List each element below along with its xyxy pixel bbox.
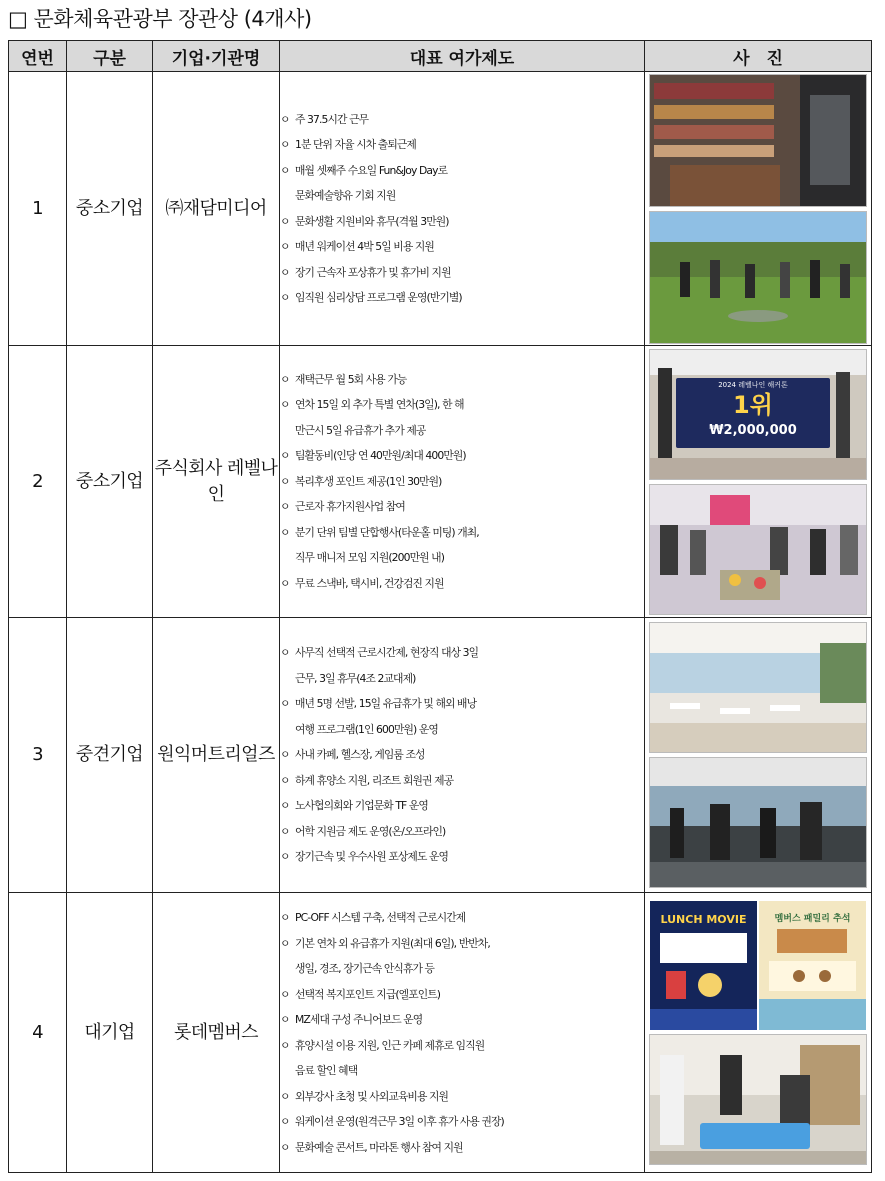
- photo-cell: [645, 893, 872, 1173]
- program-text: PC-OFF 시스템 구축, 선택적 근로시간제: [295, 911, 466, 924]
- bullet-marker: ㅇ: [280, 1115, 290, 1128]
- program-item: [280, 469, 644, 495]
- program-item: [280, 793, 644, 819]
- row-category: 중소기업: [67, 72, 153, 346]
- bullet-marker: ㅇ: [280, 773, 290, 787]
- program-item: [280, 158, 644, 209]
- bullet-marker: ㅇ: [280, 163, 290, 177]
- header-company: 기업·기관명: [153, 41, 280, 72]
- program-text: 워케이션 운영(원격근무 3일 이후 휴가 사용 권장): [295, 1115, 504, 1128]
- row-category: 대기업: [67, 893, 153, 1173]
- program-text: 임직원 심리상담 프로그램 운영(반기별): [295, 291, 462, 304]
- program-text: 문화생활 지원비와 휴무(격월 3만원): [295, 214, 449, 228]
- program-item: [280, 443, 644, 469]
- program-item: [280, 392, 644, 443]
- bullet-marker: ㅇ: [280, 449, 290, 463]
- photo-company-cafe: [649, 622, 867, 753]
- program-text-continued: 여행 프로그램(1인 600만원) 운영: [295, 722, 438, 736]
- bullet-marker: ㅇ: [280, 1013, 290, 1026]
- award-table: [8, 40, 872, 1173]
- photo-office-interior: [649, 74, 867, 207]
- program-item: [280, 132, 644, 158]
- program-item: [280, 742, 644, 768]
- program-item: [280, 494, 644, 520]
- header-programs: 대표 여가제도: [280, 41, 645, 72]
- bullet-marker: ㅇ: [280, 474, 290, 488]
- photo-air-hockey: [649, 1034, 867, 1165]
- program-text: 선택적 복지포인트 지급(엘포인트): [295, 987, 441, 1001]
- bullet-marker: ㅇ: [280, 291, 290, 304]
- program-item: [280, 367, 644, 393]
- program-item: [280, 571, 644, 597]
- program-text-continued: 문화예술향유 기회 지원: [295, 189, 396, 202]
- bullet-marker: ㅇ: [280, 824, 290, 838]
- bullet-marker: ㅇ: [280, 850, 290, 864]
- program-text: 문화예술 콘서트, 마라톤 행사 참여 지원: [295, 1140, 463, 1154]
- program-text-continued: 근무, 3일 휴무(4조 2교대제): [295, 671, 416, 685]
- bullet-marker: ㅇ: [280, 911, 290, 924]
- section-title: □ 문화체육관광부 장관상 (4개사): [8, 7, 312, 31]
- program-text: 사내 카페, 헬스장, 게임룸 조성: [295, 748, 425, 762]
- program-text: 장기근속 및 우수사원 포상제도 운영: [295, 850, 449, 864]
- poster-lunch-movie: [650, 901, 757, 1030]
- program-item: [280, 1135, 644, 1161]
- program-text: 휴양시설 이용 지원, 인근 카페 제휴로 임직원: [295, 1038, 485, 1052]
- program-text: 노사협의회와 기업문화 TF 운영: [295, 799, 428, 813]
- program-text: 장기 근속자 포상휴가 및 휴가비 지원: [295, 265, 451, 279]
- bullet-marker: ㅇ: [280, 1038, 290, 1052]
- bullet-marker: ㅇ: [280, 112, 290, 126]
- bullet-marker: ㅇ: [280, 1089, 290, 1103]
- header-row: [9, 41, 872, 72]
- program-text: 분기 단위 팀별 단합행사(타운홀 미팅) 개최,: [295, 525, 479, 539]
- bullet-marker: ㅇ: [280, 1140, 290, 1154]
- bullet-marker: ㅇ: [280, 500, 290, 514]
- row-company: 원익머트리얼즈: [153, 618, 280, 893]
- program-text: 어학 지원금 제도 운영(온/오프라인): [295, 824, 446, 838]
- bullet-marker: ㅇ: [280, 265, 290, 279]
- row-company: 롯데멤버스: [153, 893, 280, 1173]
- header-no: 연번: [9, 41, 67, 72]
- program-item: [280, 1109, 644, 1135]
- program-item: [280, 768, 644, 794]
- bullet-marker: ㅇ: [280, 240, 290, 253]
- row-company: 주식회사 레벨나인: [153, 346, 280, 618]
- program-text: 매월 셋째주 수요일 Fun&Joy Day로: [295, 163, 448, 177]
- bullet-marker: ㅇ: [280, 372, 290, 386]
- program-list: [280, 107, 644, 311]
- program-text-continued: 직무 매니저 모임 지원(200만원 내): [295, 551, 445, 565]
- bullet-marker: ㅇ: [280, 936, 290, 950]
- bullet-marker: ㅇ: [280, 799, 290, 813]
- row-company: ㈜재담미디어: [153, 72, 280, 346]
- program-item: [280, 1033, 644, 1084]
- program-text: MZ세대 구성 주니어보드 운영: [295, 1013, 423, 1026]
- poster-chuseok-title: 멤버스 패밀리 추석: [774, 913, 851, 924]
- bullet-marker: ㅇ: [280, 697, 290, 711]
- bullet-marker: ㅇ: [280, 987, 290, 1001]
- program-list: [280, 905, 644, 1160]
- table-row: [9, 618, 872, 893]
- photo-company-gym: [649, 757, 867, 888]
- program-text: 연차 15일 외 추가 특별 연차(3일), 한 해: [295, 398, 464, 412]
- program-item: [280, 931, 644, 982]
- program-text: 매년 워케이션 4박 5일 비용 지원: [295, 240, 434, 253]
- header-photo: 사 진: [645, 41, 872, 72]
- bullet-marker: ㅇ: [280, 576, 290, 590]
- program-text: 재택근무 월 5회 사용 가능: [295, 372, 407, 386]
- program-text: 하계 휴양소 지원, 리조트 회원권 제공: [295, 773, 454, 787]
- program-text: 외부강사 초청 및 사외교육비용 지원: [295, 1089, 449, 1103]
- program-item: [280, 982, 644, 1008]
- program-list-cell: [280, 618, 645, 893]
- program-text-continued: 만근시 5일 유급휴가 추가 제공: [295, 423, 426, 437]
- program-list: [280, 367, 644, 597]
- header-category: 구분: [67, 41, 153, 72]
- program-text: 팀활동비(인당 연 40만원/최대 400만원): [295, 449, 466, 463]
- bullet-marker: ㅇ: [280, 525, 290, 539]
- program-text: 기본 연차 외 유급휴가 지원(최대 6일), 반반차,: [295, 936, 490, 950]
- table-row: [9, 346, 872, 618]
- program-item: [280, 905, 644, 931]
- program-item: [280, 844, 644, 870]
- banner-prize: ₩2,000,000: [709, 422, 797, 438]
- program-text: 사무직 선택적 근로시간제, 현장직 대상 3일: [295, 646, 479, 660]
- photo-cell: [645, 346, 872, 618]
- program-item: [280, 260, 644, 286]
- program-item: [280, 107, 644, 133]
- poster-chuseok: [759, 901, 866, 1030]
- program-item: [280, 209, 644, 235]
- program-item: [280, 640, 644, 691]
- program-text: 복리후생 포인트 제공(1인 30만원): [295, 474, 442, 488]
- photo-cell: [645, 618, 872, 893]
- photo-hackathon-award: [649, 349, 867, 480]
- photo-cell: [645, 72, 872, 346]
- program-list-cell: [280, 893, 645, 1173]
- program-text: 주 37.5시간 근무: [295, 112, 369, 126]
- program-list: [280, 640, 644, 870]
- program-text-continued: 생일, 경조, 장기근속 안식휴가 등: [295, 962, 435, 975]
- row-category: 중견기업: [67, 618, 153, 893]
- photo-event-posters: [650, 901, 866, 1030]
- program-item: [280, 819, 644, 845]
- program-item: [280, 520, 644, 571]
- bullet-marker: ㅇ: [280, 646, 290, 660]
- program-text: 1분 단위 자율 시차 출퇴근제: [295, 138, 416, 151]
- bullet-marker: ㅇ: [280, 138, 290, 151]
- bullet-marker: ㅇ: [280, 398, 290, 412]
- poster-lunch-movie-title: LUNCH MOVIE: [660, 912, 747, 926]
- program-text: 매년 5명 선발, 15일 유급휴가 및 해외 배낭: [295, 697, 477, 711]
- row-category: 중소기업: [67, 346, 153, 618]
- program-item: [280, 691, 644, 742]
- program-list-cell: [280, 72, 645, 346]
- photo-outdoor-game: [649, 211, 867, 344]
- row-number: 2: [9, 346, 67, 618]
- row-number: 1: [9, 72, 67, 346]
- program-item: [280, 1007, 644, 1033]
- banner-caption: 2024 레벨나인 해커톤: [718, 380, 788, 389]
- bullet-marker: ㅇ: [280, 214, 290, 228]
- photo-team-meeting: [649, 484, 867, 615]
- table-row: [9, 72, 872, 346]
- bullet-marker: ㅇ: [280, 748, 290, 762]
- row-number: 3: [9, 618, 67, 893]
- banner-rank: 1위: [733, 390, 773, 419]
- program-text: 근로자 휴가지원사업 참여: [295, 500, 405, 514]
- program-list-cell: [280, 346, 645, 618]
- row-number: 4: [9, 893, 67, 1173]
- program-item: [280, 285, 644, 311]
- table-row: [9, 893, 872, 1173]
- program-item: [280, 234, 644, 260]
- program-text-continued: 음료 할인 혜택: [295, 1064, 358, 1077]
- program-item: [280, 1084, 644, 1110]
- program-text: 무료 스낵바, 택시비, 건강검진 지원: [295, 576, 444, 590]
